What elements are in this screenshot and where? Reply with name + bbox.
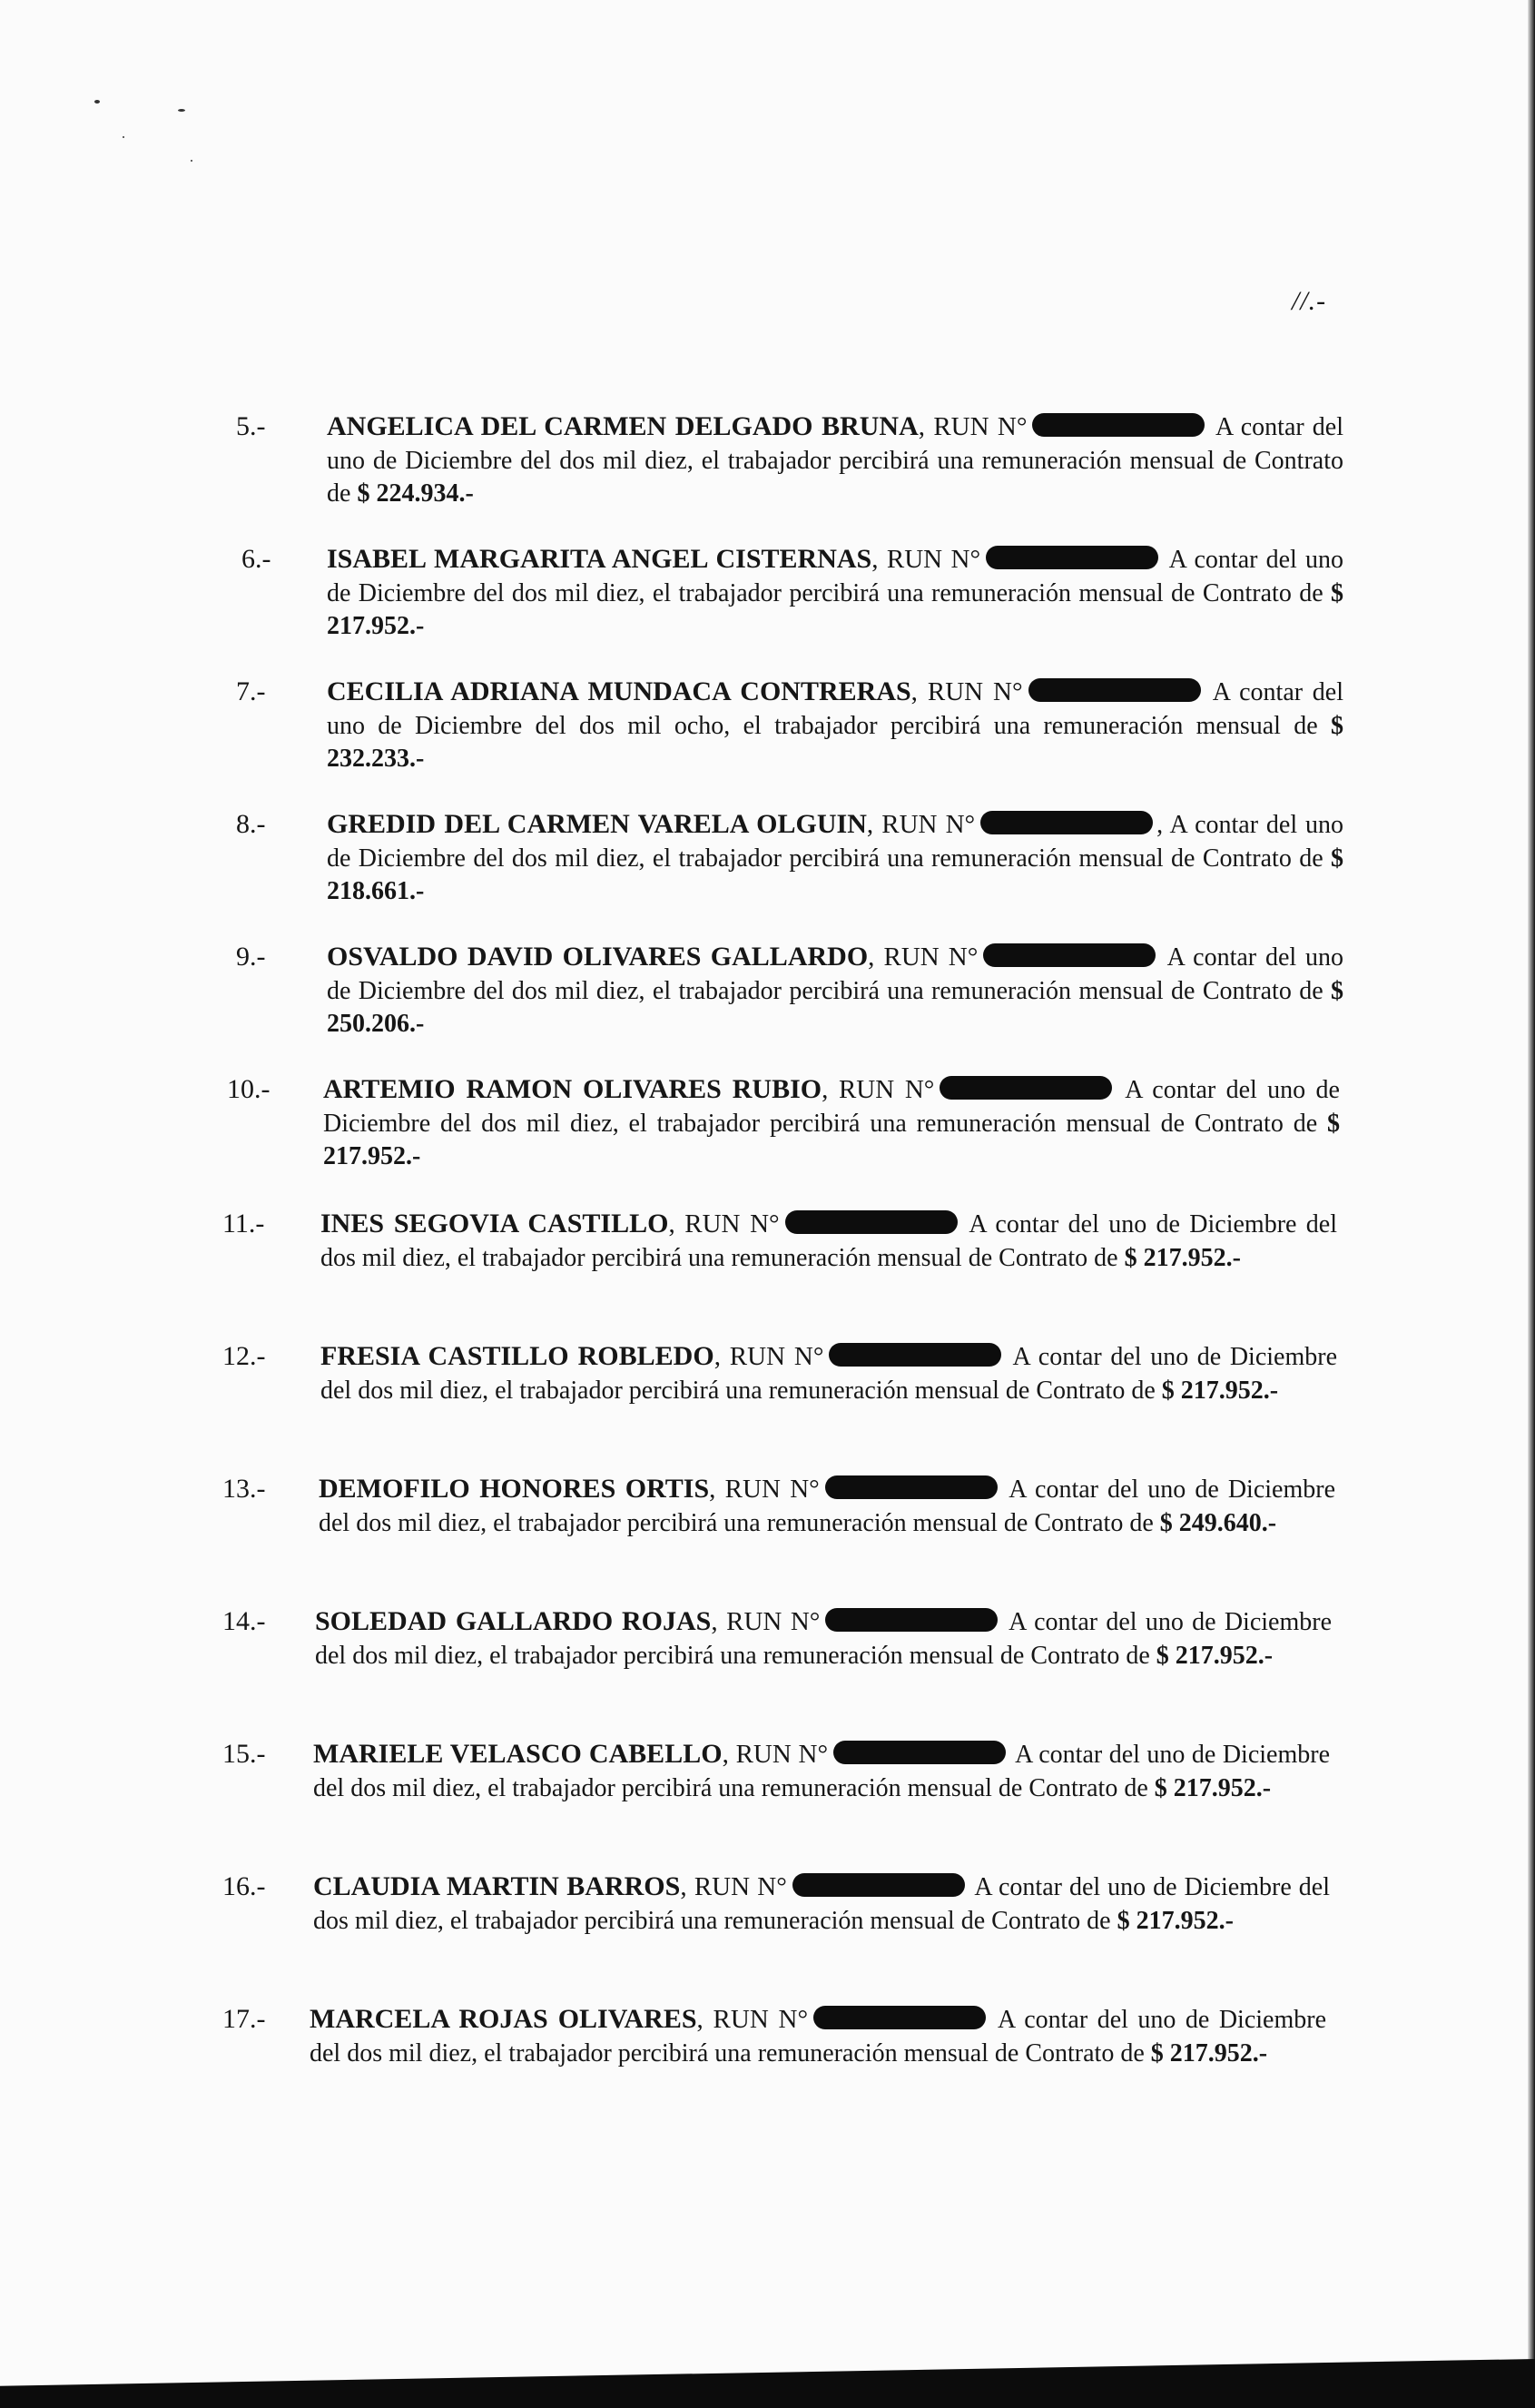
run-label: , RUN N° bbox=[709, 1475, 820, 1504]
salary-amount: $ 224.934.- bbox=[357, 479, 474, 508]
redacted-run-bar bbox=[792, 1873, 965, 1897]
employee-name: OSVALDO DAVID OLIVARES GALLARDO bbox=[327, 942, 869, 972]
entry-text: A contar del uno de Diciembre del dos mil diez, el trabajador percibirá una remuneración mensual de Contrato de bbox=[323, 1076, 1340, 1138]
run-label: , RUN N° bbox=[871, 545, 981, 574]
redacted-run-bar bbox=[1028, 678, 1201, 702]
entry-number: 13.- bbox=[222, 1474, 266, 1504]
employee-name: SOLEDAD GALLARDO ROJAS bbox=[315, 1606, 712, 1636]
redacted-run-bar bbox=[813, 2006, 986, 2029]
entry-number: 5.- bbox=[236, 411, 266, 441]
redacted-run-bar bbox=[829, 1343, 1001, 1367]
entry-number: 6.- bbox=[241, 544, 271, 574]
salary-amount: $ 218.661.- bbox=[327, 844, 1344, 905]
salary-amount: $ 250.206.- bbox=[327, 976, 1344, 1038]
entry-number: 7.- bbox=[236, 676, 266, 706]
entry-paragraph bbox=[313, 1870, 1330, 1938]
run-label: , RUN N° bbox=[918, 412, 1028, 441]
run-label: , RUN N° bbox=[713, 1342, 824, 1371]
redacted-run-bar bbox=[980, 811, 1153, 834]
entry-paragraph bbox=[327, 941, 1343, 1041]
salary-amount: $ 217.952.- bbox=[1124, 1243, 1241, 1272]
entry-paragraph bbox=[319, 1473, 1335, 1540]
employee-name: ISABEL MARGARITA ANGEL CISTERNAS bbox=[327, 544, 872, 574]
entry-number: 12.- bbox=[222, 1341, 266, 1371]
entry-text: A contar del uno de Diciembre del dos mil diez, el trabajador percibirá una remuneración mensual de Contrato de bbox=[320, 1210, 1337, 1272]
salary-amount: $ 217.952.- bbox=[323, 1109, 1341, 1170]
employee-name: ANGELICA DEL CARMEN DELGADO BRUNA bbox=[327, 411, 919, 441]
scan-border-right bbox=[1528, 0, 1535, 2408]
run-label: , RUN N° bbox=[722, 1740, 829, 1769]
employee-name: CLAUDIA MARTIN BARROS bbox=[313, 1871, 681, 1901]
salary-amount: $ 249.640.- bbox=[1159, 1508, 1277, 1537]
employee-name: MARCELA ROJAS OLIVARES bbox=[310, 2004, 697, 2034]
salary-amount: $ 217.952.- bbox=[1156, 1641, 1274, 1670]
run-label: , RUN N° bbox=[680, 1872, 787, 1901]
entry-text: A contar del uno de Diciembre del dos mil diez, el trabajador percibirá una remuneración mensual de Contrato de bbox=[315, 1608, 1333, 1670]
redacted-run-bar bbox=[825, 1475, 998, 1499]
entry-text: A contar del uno de Diciembre del dos mil diez, el trabajador percibirá una remuneración mensual de Contrato de bbox=[320, 1343, 1338, 1405]
entry-paragraph bbox=[310, 2003, 1326, 2070]
entry-text: A contar del uno de Diciembre del dos mil diez, el trabajador percibirá una remuneración mensual de Contrato de bbox=[327, 413, 1343, 508]
entry-paragraph bbox=[327, 676, 1343, 776]
employee-name: GREDID DEL CARMEN VARELA OLGUIN bbox=[327, 809, 867, 839]
run-label: , RUN N° bbox=[711, 1607, 821, 1636]
entry-text: A contar del uno de Diciembre del dos mil diez, el trabajador percibirá una remuneración mensual de Contrato de bbox=[327, 546, 1343, 607]
entry-paragraph bbox=[320, 1340, 1337, 1407]
run-label: , RUN N° bbox=[866, 810, 976, 839]
salary-amount: $ 217.952.- bbox=[1150, 2038, 1268, 2068]
entry-number: 14.- bbox=[222, 1606, 266, 1636]
entry-paragraph bbox=[313, 1738, 1330, 1805]
entry-text: A contar del uno de Diciembre del dos mil diez, el trabajador percibirá una remuneración mensual de Contrato de bbox=[313, 1741, 1331, 1802]
salary-amount: $ 217.952.- bbox=[1154, 1773, 1272, 1802]
entry-number: 8.- bbox=[236, 809, 266, 839]
entry-paragraph bbox=[323, 1073, 1340, 1174]
redacted-run-bar bbox=[825, 1608, 998, 1632]
redacted-run-bar bbox=[986, 546, 1158, 569]
entry-number: 11.- bbox=[222, 1209, 265, 1239]
employee-name: DEMOFILO HONORES ORTIS bbox=[319, 1474, 710, 1504]
entry-text: A contar del uno de Diciembre del dos mil diez, el trabajador percibirá una remuneración mensual de Contrato de bbox=[310, 2006, 1326, 2068]
salary-amount: $ 232.233.- bbox=[327, 711, 1344, 773]
redacted-run-bar bbox=[785, 1210, 958, 1234]
employee-name: INES SEGOVIA CASTILLO bbox=[320, 1209, 669, 1239]
employee-name: ARTEMIO RAMON OLIVARES RUBIO bbox=[323, 1074, 822, 1104]
run-label: , RUN N° bbox=[696, 2005, 809, 2034]
entry-paragraph bbox=[327, 808, 1343, 909]
entry-text: A contar del uno de Diciembre del dos mil diez, el trabajador percibirá una remuneración mensual de Contrato de bbox=[313, 1873, 1330, 1935]
entry-paragraph bbox=[327, 543, 1343, 644]
entry-number: 10.- bbox=[227, 1074, 271, 1104]
entry-paragraph bbox=[327, 410, 1343, 511]
entry-text: A contar del uno de Diciembre del dos mil diez, el trabajador percibirá una remuneración mensual de Contrato de bbox=[327, 943, 1343, 1005]
redacted-run-bar bbox=[833, 1741, 1006, 1764]
redacted-run-bar bbox=[1032, 413, 1205, 437]
redacted-run-bar bbox=[983, 943, 1156, 967]
entry-number: 15.- bbox=[222, 1739, 266, 1769]
entry-number: 17.- bbox=[222, 2004, 266, 2034]
employee-name: MARIELE VELASCO CABELLO bbox=[313, 1739, 723, 1769]
entry-number: 9.- bbox=[236, 942, 266, 972]
salary-amount: $ 217.952.- bbox=[1117, 1906, 1234, 1935]
salary-amount: $ 217.952.- bbox=[327, 578, 1344, 640]
continuation-mark: //.- bbox=[1292, 286, 1327, 316]
redacted-run-bar bbox=[940, 1076, 1112, 1100]
run-label: , RUN N° bbox=[910, 677, 1023, 706]
salary-amount: $ 217.952.- bbox=[1161, 1376, 1279, 1405]
run-label: , RUN N° bbox=[822, 1075, 935, 1104]
entry-text: , A contar del uno de Diciembre del dos mil diez, el trabajador percibirá una remuneración mensual de Contrato de bbox=[327, 811, 1343, 873]
run-label: , RUN N° bbox=[668, 1209, 780, 1239]
entry-paragraph bbox=[315, 1605, 1332, 1673]
run-label: , RUN N° bbox=[868, 942, 979, 972]
entry-number: 16.- bbox=[222, 1871, 266, 1901]
entry-text: A contar del uno de Diciembre del dos mil diez, el trabajador percibirá una remuneración mensual de Contrato de bbox=[319, 1475, 1335, 1537]
employee-name: FRESIA CASTILLO ROBLEDO bbox=[320, 1341, 714, 1371]
entry-paragraph bbox=[320, 1208, 1337, 1275]
entry-text: A contar del uno de Diciembre del dos mil ocho, el trabajador percibirá una remuneración mensual de bbox=[327, 678, 1343, 740]
employee-name: CECILIA ADRIANA MUNDACA CONTRERAS bbox=[327, 676, 911, 706]
